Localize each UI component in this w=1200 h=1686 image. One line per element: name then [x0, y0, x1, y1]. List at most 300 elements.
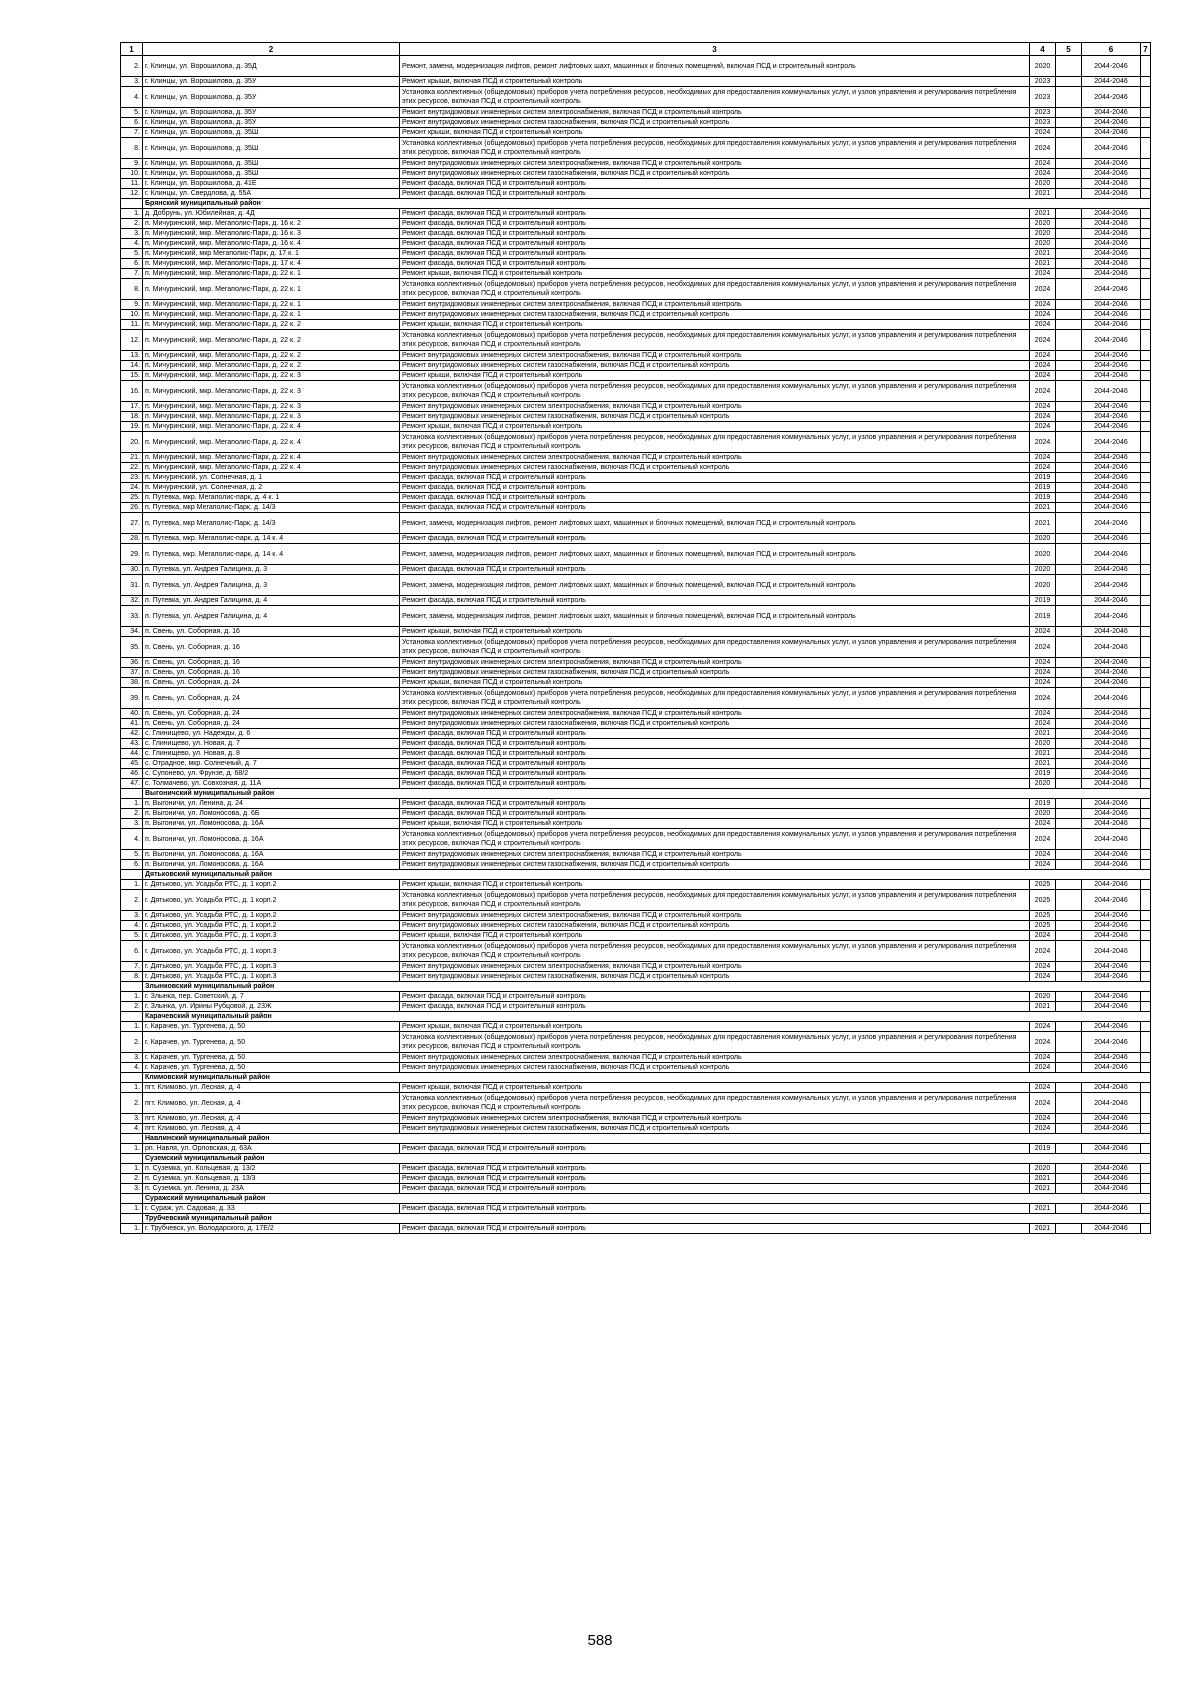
period-cell: 2044-2046 — [1082, 330, 1141, 351]
planned-year-cell: 2020 — [1030, 739, 1056, 749]
work-type-cell: Ремонт фасада, включая ПСД и строительный контроль — [400, 493, 1030, 503]
empty-cell — [1141, 351, 1151, 361]
address-cell: пгт. Климово, ул. Лесная, д. 4 — [143, 1124, 400, 1134]
planned-year-cell: 2021 — [1030, 249, 1056, 259]
empty-cell — [1141, 972, 1151, 982]
work-type-cell: Ремонт крыши, включая ПСД и строительный контроль — [400, 819, 1030, 829]
empty-cell — [1056, 759, 1082, 769]
empty-cell — [1056, 829, 1082, 850]
empty-cell — [1141, 606, 1151, 627]
planned-year-cell: 2019 — [1030, 1144, 1056, 1154]
work-type-cell: Ремонт фасада, включая ПСД и строительный контроль — [400, 473, 1030, 483]
address-cell: с. Глинищево, ул. Новая, д. 8 — [143, 749, 400, 759]
planned-year-cell: 2023 — [1030, 77, 1056, 87]
row-number-cell — [121, 789, 143, 799]
planned-year-cell: 2024 — [1030, 412, 1056, 422]
empty-cell — [1056, 1053, 1082, 1063]
work-type-cell: Ремонт фасада, включая ПСД и строительный контроль — [400, 534, 1030, 544]
address-cell: п. Путевка, ул. Андрея Галицина, д. 3 — [143, 565, 400, 575]
work-type-cell: Ремонт фасада, включая ПСД и строительный контроль — [400, 1204, 1030, 1214]
address-cell: рп. Навля, ул. Орловская, д. 63А — [143, 1144, 400, 1154]
planned-year-cell: 2025 — [1030, 880, 1056, 890]
row-number-cell: 39. — [121, 688, 143, 709]
planned-year-cell: 2024 — [1030, 1083, 1056, 1093]
empty-cell — [1056, 513, 1082, 534]
empty-cell — [1141, 739, 1151, 749]
planned-year-cell: 2024 — [1030, 330, 1056, 351]
work-type-cell: Ремонт внутридомовых инженерных систем электроснабжения, включая ПСД и строительный контроль — [400, 300, 1030, 310]
work-type-cell: Ремонт фасада, включая ПСД и строительный контроль — [400, 229, 1030, 239]
address-cell: г. Дятьково, ул. Усадьба РТС, д. 1 корп.2 — [143, 921, 400, 931]
row-number-cell: 2. — [121, 890, 143, 911]
address-cell: п. Путевка, ул. Андрея Галицина, д. 4 — [143, 596, 400, 606]
empty-cell — [1056, 749, 1082, 759]
empty-cell — [1141, 668, 1151, 678]
work-type-cell: Ремонт фасада, включая ПСД и строительный контроль — [400, 749, 1030, 759]
address-cell: п. Мичуринский, ул. Солнечная, д. 2 — [143, 483, 400, 493]
row-number-cell: 17. — [121, 402, 143, 412]
row-number-cell — [121, 1154, 143, 1164]
period-cell: 2044-2046 — [1082, 729, 1141, 739]
row-number-cell: 23. — [121, 473, 143, 483]
row-number-cell: 6. — [121, 259, 143, 269]
row-number-cell: 1. — [121, 1083, 143, 1093]
empty-cell — [1056, 921, 1082, 931]
work-type-cell: Ремонт фасада, включая ПСД и строительный контроль — [400, 799, 1030, 809]
address-cell: п. Путевка, мкр. Мегаполис-парк, д. 14 к. 4 — [143, 534, 400, 544]
work-type-cell: Ремонт внутридомовых инженерных систем газоснабжения, включая ПСД и строительный контроль — [400, 169, 1030, 179]
table-row — [121, 1032, 1151, 1053]
row-number-cell: 43. — [121, 739, 143, 749]
table-row — [121, 432, 1151, 453]
row-number-cell: 7. — [121, 128, 143, 138]
row-number-cell: 40. — [121, 709, 143, 719]
planned-year-cell: 2025 — [1030, 890, 1056, 911]
table-row — [121, 534, 1151, 544]
period-cell: 2044-2046 — [1082, 972, 1141, 982]
address-cell: г. Дятьково, ул. Усадьба РТС, д. 1 корп.2 — [143, 880, 400, 890]
empty-cell — [1141, 513, 1151, 534]
period-cell: 2044-2046 — [1082, 1032, 1141, 1053]
table-row — [121, 463, 1151, 473]
empty-cell — [1141, 1022, 1151, 1032]
table-row — [121, 503, 1151, 513]
work-type-cell: Ремонт фасада, включая ПСД и строительный контроль — [400, 1144, 1030, 1154]
table-row — [121, 1002, 1151, 1012]
address-cell: г. Дятьково, ул. Усадьба РТС, д. 1 корп.3 — [143, 931, 400, 941]
planned-year-cell: 2020 — [1030, 179, 1056, 189]
address-cell: г. Карачев, ул. Тургенева, д. 50 — [143, 1053, 400, 1063]
period-cell: 2044-2046 — [1082, 678, 1141, 688]
address-cell: п. Выгоничи, ул. Ломоносова, д. 16А — [143, 860, 400, 870]
work-type-cell: Ремонт фасада, включая ПСД и строительный контроль — [400, 596, 1030, 606]
work-type-cell: Ремонт фасада, включая ПСД и строительный контроль — [400, 219, 1030, 229]
table-row — [121, 709, 1151, 719]
row-number-cell: 3. — [121, 911, 143, 921]
address-cell: п. Мичуринский, мкр Мегаполис-Парк, д. 17 к. 1 — [143, 249, 400, 259]
empty-cell — [1141, 239, 1151, 249]
empty-cell — [1056, 1204, 1082, 1214]
work-type-cell: Ремонт фасада, включая ПСД и строительный контроль — [400, 739, 1030, 749]
period-cell: 2044-2046 — [1082, 1164, 1141, 1174]
section-header-row — [121, 870, 1151, 880]
planned-year-cell: 2024 — [1030, 972, 1056, 982]
row-number-cell: 1. — [121, 992, 143, 1002]
planned-year-cell: 2021 — [1030, 1174, 1056, 1184]
empty-cell — [1056, 719, 1082, 729]
address-cell: г. Клинцы, ул. Ворошилова, д. 35Ш — [143, 159, 400, 169]
period-cell: 2044-2046 — [1082, 565, 1141, 575]
period-cell: 2044-2046 — [1082, 596, 1141, 606]
table-row — [121, 992, 1151, 1002]
work-type-cell: Ремонт внутридомовых инженерных систем электроснабжения, включая ПСД и строительный контроль — [400, 911, 1030, 921]
row-number-cell: 28. — [121, 534, 143, 544]
work-type-cell: Установка коллективных (общедомовых) приборов учета потребления ресурсов, необходимых для предоставления коммунальных услуг, и узлов управления и регулирования потребления этих ресурсов, включая ПСД и строительный контроль — [400, 138, 1030, 159]
row-number-cell: 4. — [121, 87, 143, 108]
empty-cell — [1141, 860, 1151, 870]
empty-cell — [1056, 269, 1082, 279]
work-type-cell: Ремонт внутридомовых инженерных систем электроснабжения, включая ПСД и строительный контроль — [400, 962, 1030, 972]
empty-cell — [1141, 402, 1151, 412]
row-number-cell: 1. — [121, 1144, 143, 1154]
empty-cell — [1056, 575, 1082, 596]
planned-year-cell: 2024 — [1030, 361, 1056, 371]
planned-year-cell: 2019 — [1030, 483, 1056, 493]
period-cell: 2044-2046 — [1082, 1022, 1141, 1032]
row-number-cell: 1. — [121, 1022, 143, 1032]
empty-cell — [1141, 473, 1151, 483]
address-cell: г. Дятьково, ул. Усадьба РТС, д. 1 корп.3 — [143, 972, 400, 982]
work-type-cell: Установка коллективных (общедомовых) приборов учета потребления ресурсов, необходимых для предоставления коммунальных услуг, и узлов управления и регулирования потребления этих ресурсов, включая ПСД и строительный контроль — [400, 279, 1030, 300]
table-body — [121, 56, 1151, 1234]
table-row — [121, 351, 1151, 361]
empty-cell — [1141, 1063, 1151, 1073]
planned-year-cell: 2024 — [1030, 128, 1056, 138]
table-row — [121, 779, 1151, 789]
empty-cell — [1141, 279, 1151, 300]
period-cell: 2044-2046 — [1082, 809, 1141, 819]
empty-cell — [1141, 87, 1151, 108]
work-type-cell: Установка коллективных (общедомовых) приборов учета потребления ресурсов, необходимых для предоставления коммунальных услуг, и узлов управления и регулирования потребления этих ресурсов, включая ПСД и строительный контроль — [400, 688, 1030, 709]
work-type-cell: Ремонт внутридомовых инженерных систем газоснабжения, включая ПСД и строительный контроль — [400, 860, 1030, 870]
empty-cell — [1141, 890, 1151, 911]
planned-year-cell: 2023 — [1030, 108, 1056, 118]
empty-cell — [1141, 1114, 1151, 1124]
row-number-cell: 34. — [121, 627, 143, 637]
empty-cell — [1141, 159, 1151, 169]
address-cell: п. Мичуринский, мкр. Мегаполис-Парк, д. 16 к. 2 — [143, 219, 400, 229]
row-number-cell: 2. — [121, 809, 143, 819]
planned-year-cell: 2021 — [1030, 1224, 1056, 1234]
empty-cell — [1056, 56, 1082, 77]
empty-cell — [1056, 310, 1082, 320]
row-number-cell: 1. — [121, 1224, 143, 1234]
row-number-cell: 3. — [121, 77, 143, 87]
planned-year-cell: 2021 — [1030, 513, 1056, 534]
row-number-cell: 7. — [121, 962, 143, 972]
empty-cell — [1141, 300, 1151, 310]
address-cell: п. Мичуринский, мкр. Мегаполис-Парк, д. 22 к. 3 — [143, 381, 400, 402]
work-type-cell: Ремонт крыши, включая ПСД и строительный контроль — [400, 931, 1030, 941]
address-cell: г. Карачев, ул. Тургенева, д. 50 — [143, 1032, 400, 1053]
table-row — [121, 473, 1151, 483]
table-row — [121, 596, 1151, 606]
row-number-cell: 2. — [121, 219, 143, 229]
table-row — [121, 1144, 1151, 1154]
planned-year-cell: 2024 — [1030, 351, 1056, 361]
empty-cell — [1056, 169, 1082, 179]
district-name: Суражский муниципальный район — [143, 1194, 1151, 1204]
address-cell: п. Путевка, мкр Мегаполис-Парк, д. 14/3 — [143, 503, 400, 513]
table-row — [121, 371, 1151, 381]
row-number-cell: 35. — [121, 637, 143, 658]
row-number-cell: 12. — [121, 330, 143, 351]
table-row — [121, 1124, 1151, 1134]
address-cell: п. Выгоничи, ул. Ломоносова, д. 16А — [143, 829, 400, 850]
planned-year-cell: 2024 — [1030, 850, 1056, 860]
empty-cell — [1056, 637, 1082, 658]
period-cell: 2044-2046 — [1082, 1184, 1141, 1194]
planned-year-cell: 2024 — [1030, 1063, 1056, 1073]
period-cell: 2044-2046 — [1082, 493, 1141, 503]
table-row — [121, 1063, 1151, 1073]
planned-year-cell: 2019 — [1030, 596, 1056, 606]
empty-cell — [1141, 179, 1151, 189]
empty-cell — [1056, 138, 1082, 159]
empty-cell — [1141, 1204, 1151, 1214]
work-type-cell: Ремонт внутридомовых инженерных систем электроснабжения, включая ПСД и строительный контроль — [400, 1053, 1030, 1063]
empty-cell — [1056, 565, 1082, 575]
address-cell: г. Трубчевск, ул. Володарского, д. 17Е/2 — [143, 1224, 400, 1234]
empty-cell — [1141, 921, 1151, 931]
table-row — [121, 239, 1151, 249]
empty-cell — [1141, 1032, 1151, 1053]
planned-year-cell: 2024 — [1030, 1053, 1056, 1063]
work-type-cell: Ремонт внутридомовых инженерных систем газоснабжения, включая ПСД и строительный контроль — [400, 1124, 1030, 1134]
planned-year-cell: 2021 — [1030, 1184, 1056, 1194]
planned-year-cell: 2024 — [1030, 381, 1056, 402]
empty-cell — [1056, 1002, 1082, 1012]
work-type-cell: Установка коллективных (общедомовых) приборов учета потребления ресурсов, необходимых для предоставления коммунальных услуг, и узлов управления и регулирования потребления этих ресурсов, включая ПСД и строительный контроль — [400, 890, 1030, 911]
period-cell: 2044-2046 — [1082, 279, 1141, 300]
district-name: Брянский муниципальный район — [143, 199, 1151, 209]
period-cell: 2044-2046 — [1082, 759, 1141, 769]
work-type-cell: Ремонт внутридомовых инженерных систем газоснабжения, включая ПСД и строительный контроль — [400, 310, 1030, 320]
planned-year-cell: 2020 — [1030, 239, 1056, 249]
table-row — [121, 1204, 1151, 1214]
address-cell: п. Мичуринский, мкр. Мегаполис-Парк, д. 22 к. 4 — [143, 463, 400, 473]
period-cell: 2044-2046 — [1082, 1083, 1141, 1093]
address-cell: п. Мичуринский, ул. Солнечная, д. 1 — [143, 473, 400, 483]
period-cell: 2044-2046 — [1082, 1063, 1141, 1073]
empty-cell — [1141, 128, 1151, 138]
planned-year-cell: 2024 — [1030, 941, 1056, 962]
planned-year-cell: 2025 — [1030, 911, 1056, 921]
work-type-cell: Ремонт фасада, включая ПСД и строительный контроль — [400, 1002, 1030, 1012]
empty-cell — [1141, 330, 1151, 351]
empty-cell — [1056, 483, 1082, 493]
table-row — [121, 890, 1151, 911]
empty-cell — [1141, 575, 1151, 596]
work-type-cell: Установка коллективных (общедомовых) приборов учета потребления ресурсов, необходимых для предоставления коммунальных услуг, и узлов управления и регулирования потребления этих ресурсов, включая ПСД и строительный контроль — [400, 381, 1030, 402]
work-type-cell: Ремонт фасада, включая ПСД и строительный контроль — [400, 1184, 1030, 1194]
work-type-cell: Ремонт крыши, включая ПСД и строительный контроль — [400, 1083, 1030, 1093]
address-cell: пгт. Климово, ул. Лесная, д. 4 — [143, 1093, 400, 1114]
table-row — [121, 678, 1151, 688]
empty-cell — [1141, 169, 1151, 179]
table-row — [121, 56, 1151, 77]
address-cell: п. Путевка, мкр Мегаполис-Парк, д. 14/3 — [143, 513, 400, 534]
planned-year-cell: 2024 — [1030, 627, 1056, 637]
period-cell: 2044-2046 — [1082, 249, 1141, 259]
empty-cell — [1056, 799, 1082, 809]
work-type-cell: Ремонт, замена, модернизация лифтов, ремонт лифтовых шахт, машинных и блочных помещений, включая ПСД и строительный контроль — [400, 606, 1030, 627]
empty-cell — [1056, 992, 1082, 1002]
planned-year-cell: 2024 — [1030, 463, 1056, 473]
address-cell: г. Дятьково, ул. Усадьба РТС, д. 1 корп.2 — [143, 890, 400, 911]
address-cell: г. Клинцы, ул. Ворошилова, д. 35Д — [143, 56, 400, 77]
empty-cell — [1141, 1224, 1151, 1234]
district-name: Суземский муниципальный район — [143, 1154, 1151, 1164]
empty-cell — [1056, 87, 1082, 108]
empty-cell — [1056, 402, 1082, 412]
work-type-cell: Установка коллективных (общедомовых) приборов учета потребления ресурсов, необходимых для предоставления коммунальных услуг, и узлов управления и регулирования потребления этих ресурсов, включая ПСД и строительный контроль — [400, 941, 1030, 962]
empty-cell — [1056, 189, 1082, 199]
row-number-cell: 4. — [121, 239, 143, 249]
header-cell: 5 — [1056, 43, 1082, 56]
work-type-cell: Ремонт фасада, включая ПСД и строительный контроль — [400, 779, 1030, 789]
period-cell: 2044-2046 — [1082, 962, 1141, 972]
planned-year-cell: 2020 — [1030, 219, 1056, 229]
empty-cell — [1141, 269, 1151, 279]
planned-year-cell: 2019 — [1030, 473, 1056, 483]
empty-cell — [1056, 534, 1082, 544]
address-cell: п. Мичуринский, мкр. Мегаполис-Парк, д. 22 к. 1 — [143, 269, 400, 279]
empty-cell — [1141, 1164, 1151, 1174]
empty-cell — [1141, 310, 1151, 320]
empty-cell — [1141, 493, 1151, 503]
address-cell: п. Свень, ул. Соборная, д. 16 — [143, 637, 400, 658]
period-cell: 2044-2046 — [1082, 850, 1141, 860]
empty-cell — [1141, 56, 1151, 77]
period-cell: 2044-2046 — [1082, 259, 1141, 269]
row-number-cell: 3. — [121, 1114, 143, 1124]
period-cell: 2044-2046 — [1082, 219, 1141, 229]
empty-cell — [1056, 503, 1082, 513]
planned-year-cell: 2024 — [1030, 1124, 1056, 1134]
period-cell: 2044-2046 — [1082, 627, 1141, 637]
table-row — [121, 749, 1151, 759]
address-cell: г. Карачев, ул. Тургенева, д. 50 — [143, 1063, 400, 1073]
row-number-cell: 3. — [121, 819, 143, 829]
planned-year-cell: 2024 — [1030, 310, 1056, 320]
row-number-cell: 4. — [121, 1124, 143, 1134]
table-row — [121, 575, 1151, 596]
planned-year-cell: 2024 — [1030, 688, 1056, 709]
empty-cell — [1056, 473, 1082, 483]
empty-cell — [1056, 493, 1082, 503]
row-number-cell: 5. — [121, 108, 143, 118]
empty-cell — [1141, 371, 1151, 381]
row-number-cell: 10. — [121, 169, 143, 179]
row-number-cell: 15. — [121, 371, 143, 381]
table-row — [121, 911, 1151, 921]
planned-year-cell: 2020 — [1030, 229, 1056, 239]
table-row — [121, 108, 1151, 118]
table-row — [121, 118, 1151, 128]
empty-cell — [1141, 138, 1151, 159]
address-cell: п. Мичуринский, мкр. Мегаполис-Парк, д. 22 к. 1 — [143, 310, 400, 320]
period-cell: 2044-2046 — [1082, 108, 1141, 118]
work-type-cell: Ремонт фасада, включая ПСД и строительный контроль — [400, 809, 1030, 819]
period-cell: 2044-2046 — [1082, 118, 1141, 128]
row-number-cell — [121, 1214, 143, 1224]
work-type-cell: Ремонт, замена, модернизация лифтов, ремонт лифтовых шахт, машинных и блочных помещений, включая ПСД и строительный контроль — [400, 513, 1030, 534]
address-cell: п. Свень, ул. Соборная, д. 24 — [143, 678, 400, 688]
period-cell: 2044-2046 — [1082, 159, 1141, 169]
period-cell: 2044-2046 — [1082, 361, 1141, 371]
row-number-cell: 21. — [121, 453, 143, 463]
empty-cell — [1056, 658, 1082, 668]
empty-cell — [1056, 890, 1082, 911]
empty-cell — [1056, 911, 1082, 921]
planned-year-cell: 2023 — [1030, 87, 1056, 108]
table-row — [121, 128, 1151, 138]
work-type-cell: Ремонт внутридомовых инженерных систем электроснабжения, включая ПСД и строительный контроль — [400, 453, 1030, 463]
section-header-row — [121, 1154, 1151, 1164]
capital-repair-table — [120, 42, 1151, 1234]
table-row — [121, 422, 1151, 432]
address-cell: д. Добрунь, ул. Юбилейная, д. 4Д — [143, 209, 400, 219]
empty-cell — [1141, 1053, 1151, 1063]
period-cell: 2044-2046 — [1082, 606, 1141, 627]
address-cell: с. Супонево, ул. Фрунзе, д. 68/2 — [143, 769, 400, 779]
table-row — [121, 729, 1151, 739]
empty-cell — [1056, 739, 1082, 749]
header-cell: 2 — [143, 43, 400, 56]
table-row — [121, 87, 1151, 108]
address-cell: п. Свень, ул. Соборная, д. 24 — [143, 719, 400, 729]
empty-cell — [1056, 1022, 1082, 1032]
planned-year-cell: 2020 — [1030, 575, 1056, 596]
row-number-cell: 5. — [121, 931, 143, 941]
planned-year-cell: 2020 — [1030, 992, 1056, 1002]
planned-year-cell: 2021 — [1030, 749, 1056, 759]
empty-cell — [1141, 759, 1151, 769]
address-cell: пгт. Климово, ул. Лесная, д. 4 — [143, 1083, 400, 1093]
row-number-cell: 19. — [121, 422, 143, 432]
row-number-cell: 2. — [121, 56, 143, 77]
period-cell: 2044-2046 — [1082, 1204, 1141, 1214]
empty-cell — [1141, 596, 1151, 606]
period-cell: 2044-2046 — [1082, 138, 1141, 159]
row-number-cell: 2. — [121, 1002, 143, 1012]
work-type-cell: Ремонт внутридомовых инженерных систем электроснабжения, включая ПСД и строительный контроль — [400, 159, 1030, 169]
table-row — [121, 627, 1151, 637]
period-cell: 2044-2046 — [1082, 860, 1141, 870]
empty-cell — [1141, 249, 1151, 259]
empty-cell — [1056, 1093, 1082, 1114]
planned-year-cell: 2019 — [1030, 606, 1056, 627]
period-cell: 2044-2046 — [1082, 412, 1141, 422]
work-type-cell: Ремонт, замена, модернизация лифтов, ремонт лифтовых шахт, машинных и блочных помещений, включая ПСД и строительный контроль — [400, 56, 1030, 77]
empty-cell — [1056, 330, 1082, 351]
empty-cell — [1141, 483, 1151, 493]
planned-year-cell: 2024 — [1030, 719, 1056, 729]
empty-cell — [1056, 229, 1082, 239]
work-type-cell: Ремонт фасада, включая ПСД и строительный контроль — [400, 189, 1030, 199]
empty-cell — [1141, 1144, 1151, 1154]
